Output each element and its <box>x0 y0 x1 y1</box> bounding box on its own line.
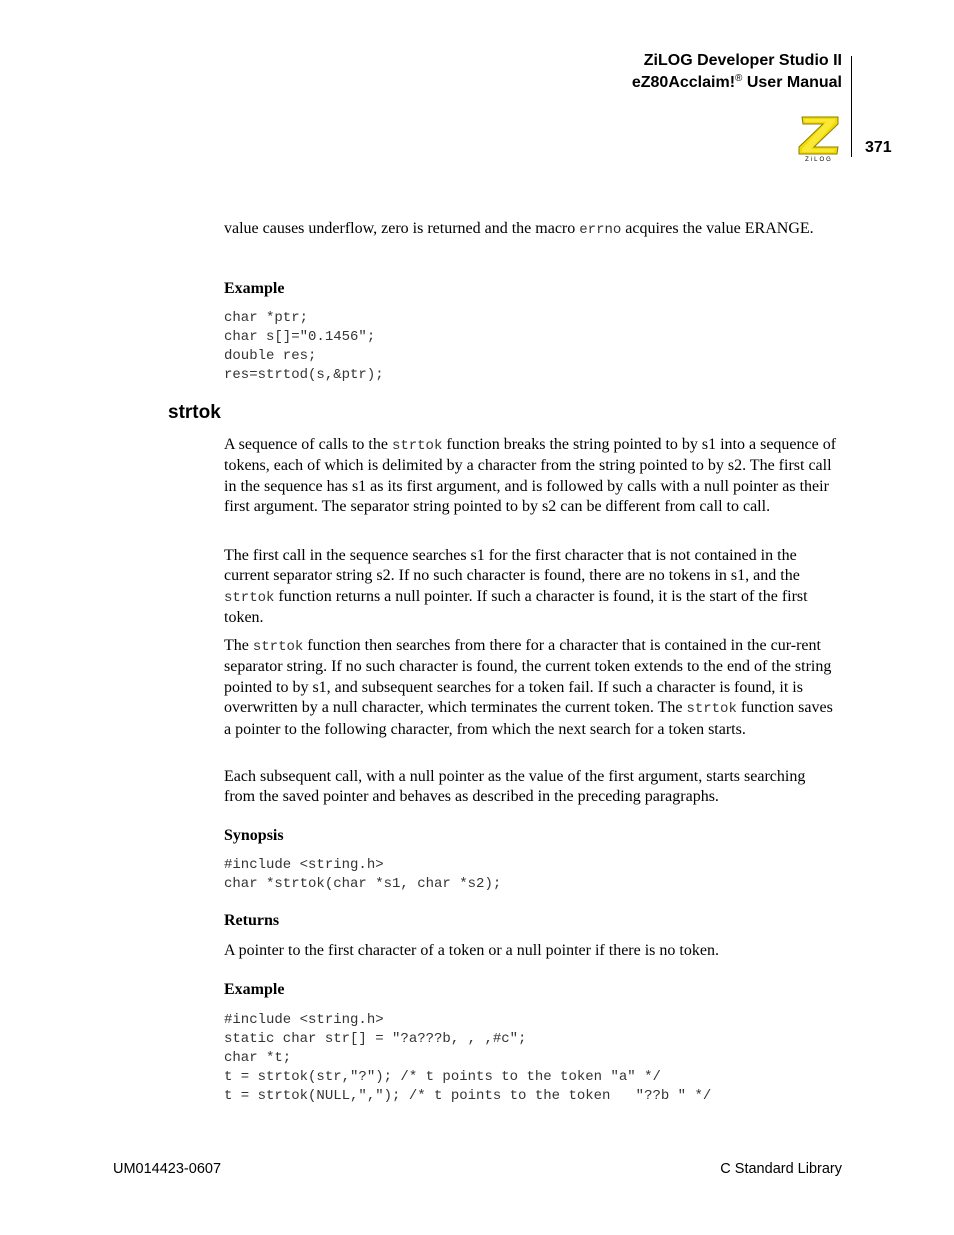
header-manual-name: User Manual <box>742 74 842 91</box>
p4-text: Each subsequent call, with a null pointer as the value of the first argument, starts searching from the saved pointer and behaves as described in the preceding paragraphs. <box>224 768 806 806</box>
p3-text-3: function saves a pointer to the following character, from which the next search for a token starts. <box>224 699 833 738</box>
p3-text-2: function then searches from there for a character that is contained in the cur-rent separator string. If no such character is found, the current token extends to the end of the string pointed to by s1, and subsequent searches for a token fail. If such a character is found, it is overwritten by a null character, which terminates the current token. The <box>224 637 832 717</box>
zilog-logo-icon <box>796 114 842 162</box>
footer-chapter: C Standard Library <box>720 1161 842 1177</box>
p2-text-1: The first call in the sequence searches s1 for the first character that is not contained in the current separator string s2. If no such character is found, there are no tokens in s1, and the <box>224 547 800 585</box>
synopsis-heading: Synopsis <box>224 827 284 844</box>
p1-text-2: function breaks the string pointed to by s1 into a sequence of tokens, each of which is delimited by a character from the string pointed to by s2. The first call in the sequence has s1 as its first argument, and is followed by calls with a null pointer as their first argument. The separator string pointed to by s2 can be different from call to call. <box>224 436 837 516</box>
returns-heading: Returns <box>224 912 280 929</box>
page-number: 371 <box>865 139 892 156</box>
p1-text-1: A sequence of calls to the <box>224 436 392 453</box>
returns-paragraph <box>224 941 840 961</box>
p3-strtok-code-1: strtok <box>252 639 304 655</box>
p3-text-1: The <box>224 637 253 654</box>
errno-code: errno <box>579 222 622 238</box>
strtok-paragraph-1 <box>224 435 840 518</box>
p2-strtok-code: strtok <box>224 589 275 606</box>
strtok-paragraph-3 <box>224 636 840 740</box>
svg-text:ZiLOG: ZiLOG <box>805 157 833 162</box>
example-code-1: char *ptr; char s[]="0.1456"; double res; res=strtod(s,&ptr); <box>224 310 384 383</box>
section-title-strtok: strtok <box>168 402 221 423</box>
footer-doc-id: UM014423-0607 <box>113 1161 222 1177</box>
p1-strtok-code: strtok <box>391 438 443 454</box>
example-heading-1: Example <box>224 280 285 297</box>
example-heading-2: Example <box>224 981 285 998</box>
header-title-line2 <box>632 73 842 92</box>
strtok-paragraph-4 <box>224 767 840 808</box>
synopsis-code: #include <string.h> char *strtok(char *s1, char *s2); <box>224 857 502 892</box>
returns-text: A pointer to the first character of a token or a null pointer if there is no token. <box>224 942 719 959</box>
header-product-name: eZ80Acclaim! <box>631 74 736 91</box>
strtok-paragraph-2 <box>224 546 840 629</box>
intro-text-2: acquires the value ERANGE. <box>621 220 814 237</box>
intro-text-1: value causes underflow, zero is returned and the macro <box>224 220 580 237</box>
header-title-line1: ZiLOG Developer Studio II <box>643 52 842 69</box>
p2-text-2: function returns a null pointer. If such a character is found, it is the start of the first token. <box>224 587 808 627</box>
p3-strtok-code-2: strtok <box>686 701 737 718</box>
registered-mark: ® <box>735 73 743 84</box>
intro-paragraph <box>224 219 840 240</box>
example-code-2: #include <string.h> static char str[] = "?a???b, , ,#c"; char *t; t = strtok(str,"?"); /* t points to the token "a" */ t = strtok(NULL,","); /* t points to the token "??b " */ <box>224 1012 712 1104</box>
header-divider <box>851 56 852 157</box>
